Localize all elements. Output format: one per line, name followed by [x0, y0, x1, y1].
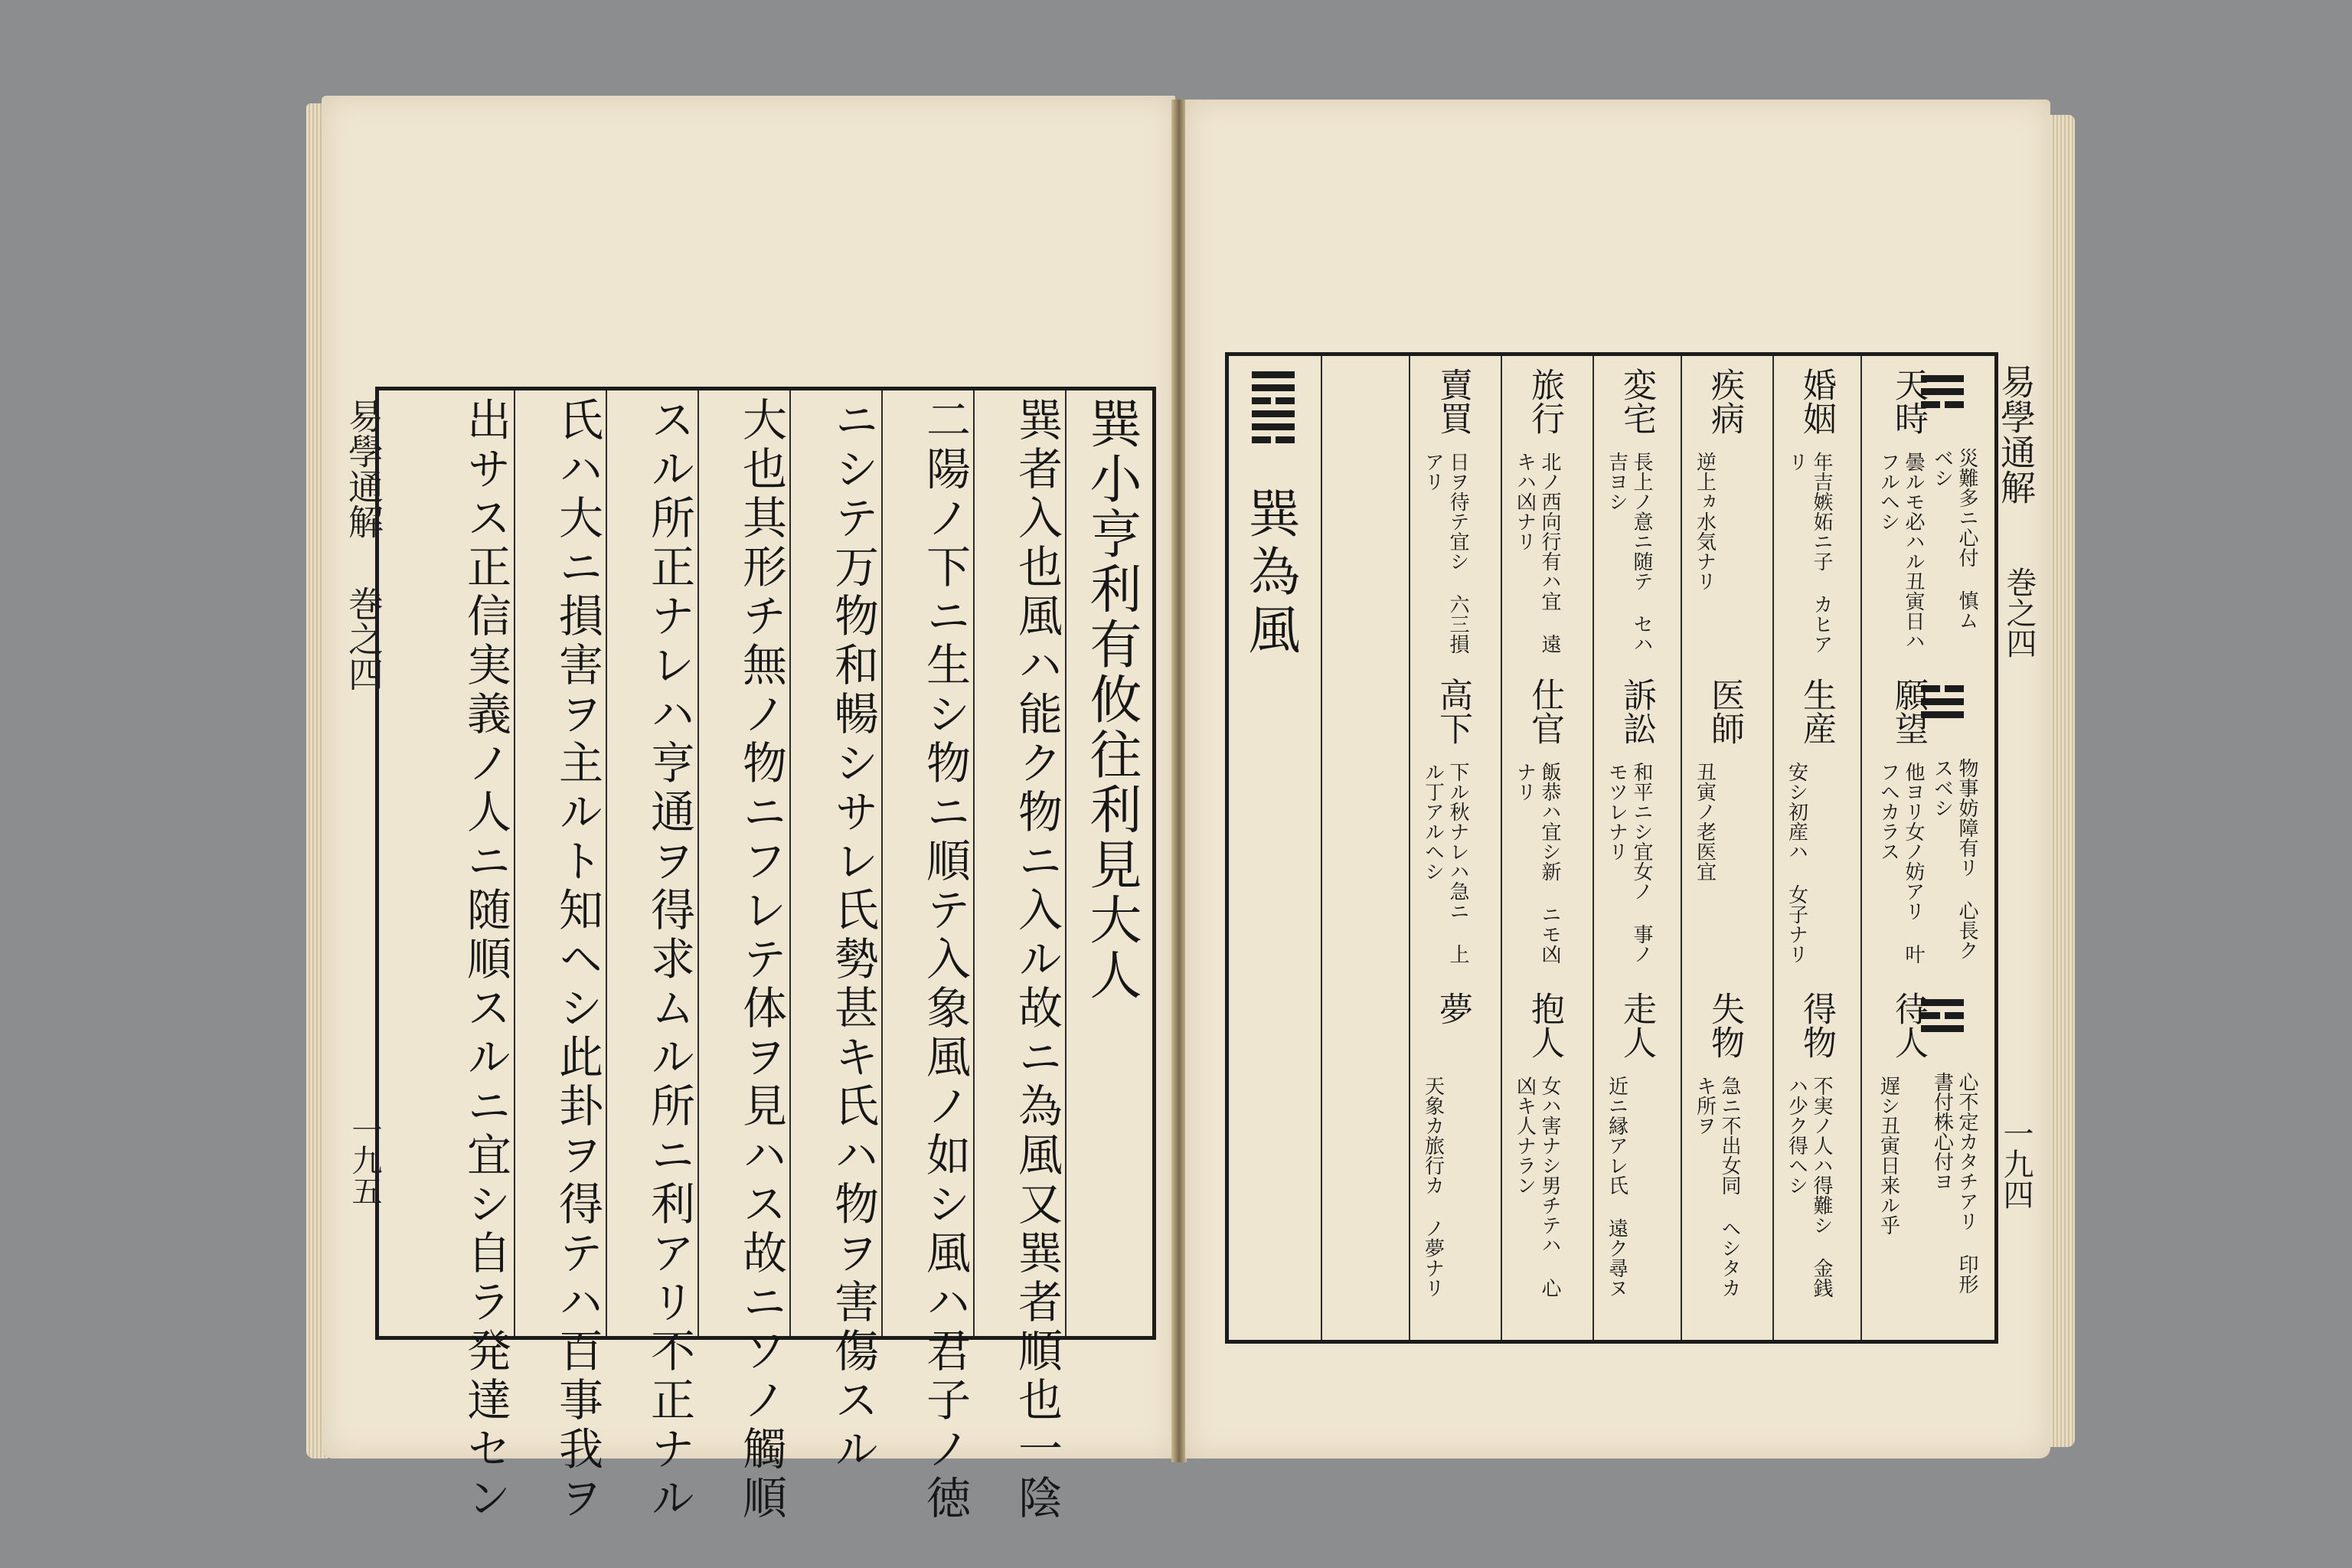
cell-head-sosho: 訴訟 [1617, 678, 1656, 745]
cell-note-2-1: 安シ初産ハ 女子ナリ [1785, 762, 1808, 964]
cell-head-ganbo: 願望 [1889, 678, 1928, 745]
cell-note-5-1: 飯恭ハ宜シ新 ニモ凶ナリ [1513, 762, 1561, 964]
left-text-col-2: 二陽ノ下ニ生シ物ニ順テ入象風ノ如シ風ハ君子ノ徳 [919, 397, 971, 1524]
cell-head-sonin: 走人 [1617, 991, 1656, 1059]
left-page [322, 96, 1175, 1524]
left-text-col-4: 大也其形チ無ノ物ニフレテ体ヲ見ハス故ニソノ觸順 [735, 397, 787, 1524]
right-page [1185, 100, 2050, 1459]
cell-head-shikan: 仕官 [1525, 678, 1564, 745]
cell-note-3-0: 逆上ヵ水気ナリ [1693, 452, 1717, 591]
cell-note-4-2: 近ニ縁アレ氏 遠ク尋ヌ [1605, 1076, 1628, 1298]
page-stack-right [2049, 115, 2075, 1447]
cell-head-shitsubutsu: 失物 [1705, 991, 1744, 1059]
cell-note-2-0: 年吉嫉妬ニ子 カヒアリ [1785, 452, 1833, 654]
left-heading: 巽小亨利有攸往利見大人 [1081, 397, 1142, 1003]
cell-head-machibito: 待人 [1889, 991, 1928, 1059]
gua-hexagram-icon [1252, 371, 1295, 449]
cell-note-5-0: 北ノ西向行有ハ宜 遠キハ凶ナリ [1513, 452, 1561, 654]
left-page-number: 一九五 [347, 1114, 382, 1206]
cell-head-baibai: 賣買 [1433, 368, 1472, 435]
right-page-number: 一九四 [1998, 1118, 2034, 1210]
left-text-col-5: スル所正ナレハ亨通ヲ得求ムル所ニ利アリ不正ナル [643, 397, 695, 1524]
right-text-frame [1225, 352, 1998, 1344]
cell-head-hentaku: 変宅 [1617, 368, 1656, 435]
cell-head-tokumotsu: 得物 [1797, 991, 1836, 1059]
cell-note-3-2: 急ニ不出女同 ヘシタカキ所ヲ [1693, 1076, 1741, 1298]
book-gutter [1171, 100, 1187, 1462]
cell-note-1-1: 他ヨリ女ノ妨アリ 叶フヘカラス [1877, 762, 1925, 964]
cell-note-0-0: 災難多ニ心付 慎ムベシ [1930, 448, 1978, 630]
cell-note-1-0: 曇ルモ必ハル丑寅日ハフルヘシ [1877, 452, 1925, 651]
cell-head-tenji: 天時 [1889, 368, 1928, 435]
left-margin-volume: 巻之四 [343, 586, 384, 691]
cell-head-ryoko: 旅行 [1525, 368, 1564, 435]
right-margin-volume: 巻之四 [2001, 567, 2037, 658]
cell-note-4-0: 長上ノ意ニ随テ セハ吉ヨシ [1605, 452, 1653, 654]
right-margin-title: 易學通解 [1995, 364, 2037, 505]
cell-head-shippei: 疾病 [1705, 368, 1744, 435]
cell-note-2-2: 不実ノ人ハ得難シ 金銭ハ少ク得ヘシ [1785, 1076, 1833, 1298]
cell-note-4-1: 和平ニシ宜女ノ 事ノモツレナリ [1605, 762, 1653, 964]
cell-note-0-2: 心不定カタチアリ 印形書付株心付ヨ [1930, 1072, 1978, 1294]
cell-note-6-0: 日ヲ待テ宜シ 六三損アリ [1421, 452, 1469, 654]
cell-head-kakaebito: 抱人 [1525, 991, 1564, 1059]
left-text-col-1: 巽者入也風ハ能ク物ニ入ル故ニ為風又巽者順也一陰 [1011, 397, 1063, 1524]
cell-head-ishi: 医師 [1705, 678, 1744, 745]
cell-head-yume: 夢 [1433, 991, 1472, 1025]
left-text-col-6: 氏ハ大ニ損害ヲ主ルト知ヘシ此卦ヲ得テハ百事我ヲ [551, 397, 603, 1524]
cell-head-seisan: 生産 [1797, 678, 1836, 745]
cell-note-0-1: 物事妨障有リ 心長クスベシ [1930, 758, 1978, 960]
cell-note-5-2: 女ハ害ナシ男チテハ 心凶キ人ナラン [1513, 1076, 1561, 1298]
cell-note-6-1: 下ル秋ナレハ急ニ 上ル丁アルヘシ [1421, 762, 1469, 964]
left-margin-title: 易學通解 [343, 398, 384, 539]
open-book [306, 84, 2067, 1524]
gua-title: 巽為風 [1240, 486, 1300, 661]
cell-note-3-1: 丑寅ノ老医宜 [1693, 762, 1717, 881]
left-text-frame [375, 387, 1156, 1524]
cell-note-6-2: 天象カ旅行カ ノ夢ナリ [1421, 1076, 1445, 1298]
cell-note-1-2: 遅シ丑寅日来ル乎 [1877, 1076, 1900, 1235]
cell-head-koge: 高下 [1433, 678, 1472, 745]
cell-head-konin: 婚姻 [1797, 368, 1836, 435]
left-text-col-3: ニシテ万物和暢シサレ氏勢甚キ氏ハ物ヲ害傷スル [827, 397, 879, 1475]
left-text-col-7: 出サス正信実義ノ人ニ随順スルニ宜シ自ラ発達セン [459, 397, 511, 1524]
